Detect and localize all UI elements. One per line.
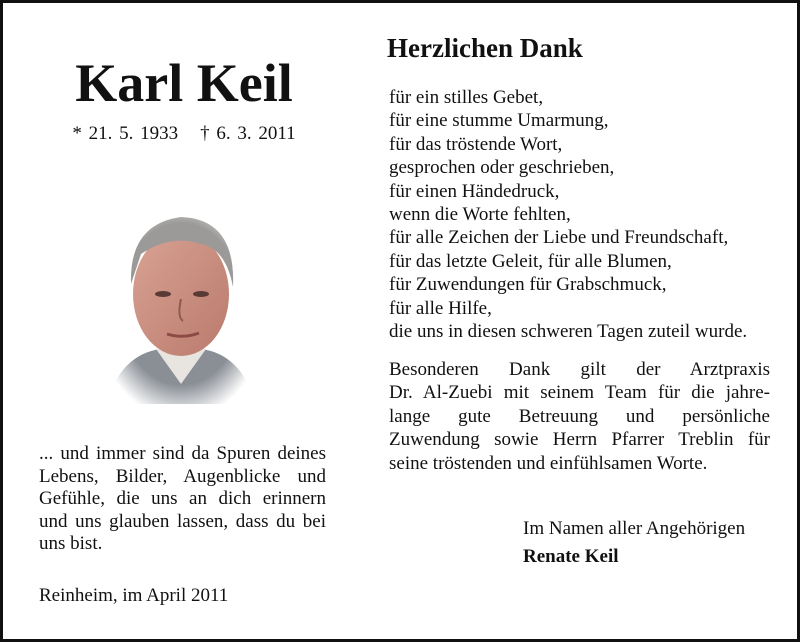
poem-line: für ein stilles Gebet,: [389, 87, 544, 108]
poem-line: für das letzte Geleit, für alle Blumen,: [389, 250, 672, 272]
poem-line: für eine stumme Umarmung,: [389, 110, 609, 132]
memory-line: uns bist.: [39, 533, 103, 555]
birth-date: * 21. 5. 1933: [72, 123, 179, 144]
special-thanks: [389, 358, 770, 475]
signature-block: [523, 515, 745, 571]
signature-intro: Im Namen aller Angehörigen: [523, 518, 746, 539]
memory-text: [39, 443, 326, 556]
thanks-heading: Herzlichen Dank: [387, 33, 583, 63]
special-thanks-line: Besonderen Dank gilt der Arztpraxis: [389, 359, 770, 380]
poem-line: für alle Zeichen der Liebe und Freundschaft,: [389, 227, 729, 249]
memory-line: und uns glauben lassen, dass du bei: [39, 510, 326, 532]
signer-name: Renate Keil: [523, 546, 619, 567]
poem-line: für Zuwendungen für Grabschmuck,: [389, 274, 667, 296]
special-thanks-line: lange gute Betreuung und persönliche: [389, 405, 770, 427]
poem-line: für das tröstende Wort,: [389, 133, 563, 155]
special-thanks-line: Dr. Al-Zuebi mit seinem Team für die jahre-: [389, 382, 770, 404]
portrait-photo: [101, 199, 261, 409]
thanks-poem: [389, 86, 747, 343]
life-dates: [23, 123, 345, 145]
memory-line: ... und immer sind da Spuren deines: [39, 443, 326, 464]
poem-line: für einen Händedruck,: [389, 180, 560, 202]
special-thanks-line: Zuwendung sowie Herrn Pfarrer Treblin für: [389, 429, 770, 451]
place-date: Reinheim, im April 2011: [39, 585, 229, 606]
memory-line: Gefühle, die uns an dich erinnern: [39, 488, 326, 510]
deceased-name: Karl Keil: [75, 53, 293, 113]
poem-line: gesprochen oder geschrieben,: [389, 157, 615, 179]
special-thanks-line: seine tröstenden und einfühlsamen Worte.: [389, 452, 708, 474]
memory-line: Lebens, Bilder, Augenblicke und: [39, 465, 326, 487]
death-date: † 6. 3. 2011: [200, 123, 296, 144]
poem-line: die uns in diesen schweren Tagen zuteil wurde.: [389, 321, 748, 343]
poem-line: wenn die Worte fehlten,: [389, 204, 571, 226]
poem-line: für alle Hilfe,: [389, 297, 492, 319]
